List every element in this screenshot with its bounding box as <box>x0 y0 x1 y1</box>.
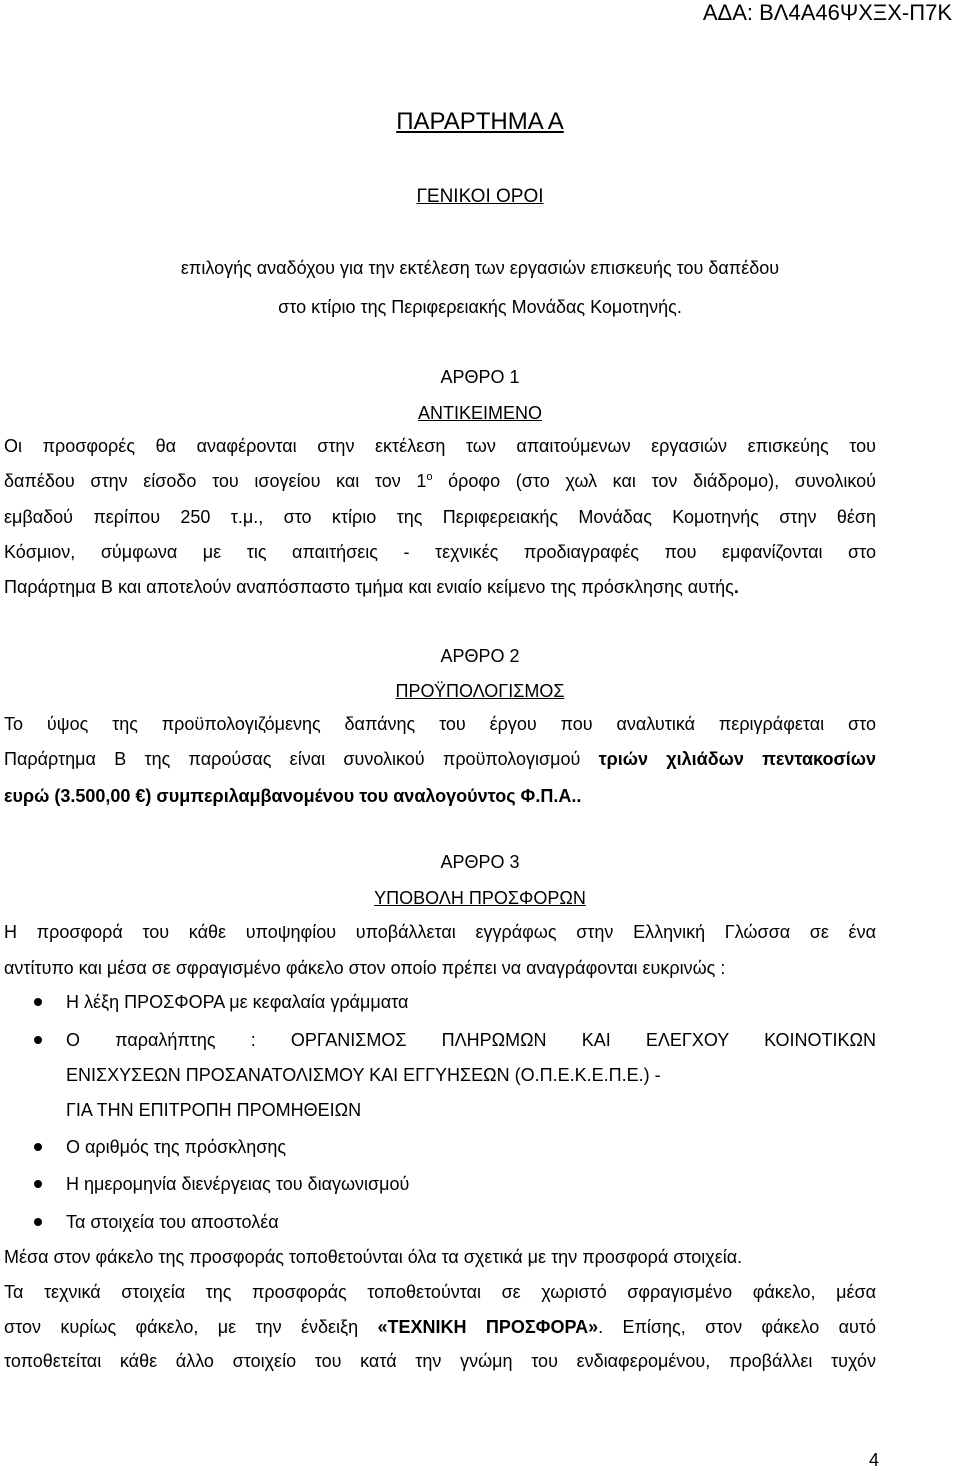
article-2-heading: ΠΡΟΫΠΟΛΟΓΙΣΜΟΣ <box>395 681 565 701</box>
article-2-line-1: Το ύψος της προϋπολογιζόμενης δαπάνης του έργου που αναλυτικά περιγράφεται στο <box>4 714 876 734</box>
annex-title: ΠΑΡΑΡΤΗΜΑ Α <box>396 108 564 135</box>
list-item: Η λέξη ΠΡΟΣΦΟΡΑ με κεφαλαία γράμματα <box>66 992 409 1012</box>
article-2-line-2: Παράρτημα Β της παρούσας είναι συνολικού προϋπολογισμού τριών χιλιάδων πεντακοσίων <box>4 749 876 769</box>
article-1-line-4: Κόσμιον, σύμφωνα με τις απαιτήσεις - τεχνικές προδιαγραφές που εμφανίζονται στο <box>4 542 876 562</box>
ada-code: ΑΔΑ: ΒΛ4Α46ΨΧΞΧ-Π7Κ <box>702 0 952 25</box>
bullet-icon <box>32 1178 44 1190</box>
bullet-icon <box>32 996 44 1008</box>
article-2-title: ΑΡΘΡΟ 2 <box>440 646 520 666</box>
list-item: Τα στοιχεία του αποστολέα <box>66 1212 279 1232</box>
subject-line-2: στο κτίριο της Περιφερειακής Μονάδας Κομοτηνής. <box>278 297 682 317</box>
article-3-title: ΑΡΘΡΟ 3 <box>440 852 520 872</box>
article-1-line-5: Παράρτημα Β και αποτελούν αναπόσπαστο τμήμα και ενιαίο κείμενο της πρόσκλησης αυτής. <box>4 577 739 597</box>
article-3-heading: ΥΠΟΒΟΛΗ ΠΡΟΣΦΟΡΩΝ <box>374 888 586 908</box>
bullet-icon <box>32 1141 44 1153</box>
list-item-continuation: ΓΙΑ ΤΗΝ ΕΠΙΤΡΟΠΗ ΠΡΟΜΗΘΕΙΩΝ <box>66 1100 362 1120</box>
list-item: Η ημερομηνία διενέργειας του διαγωνισμού <box>66 1174 410 1194</box>
article-1-line-2: δαπέδου στην είσοδο του ισογείου και τον $1^o$ όροφο (στο χωλ και τον διάδρομο), συνολικού <box>4 471 876 491</box>
article-3-paragraph-1: Μέσα στον φάκελο της προσφοράς τοποθετούνται όλα τα σχετικά με την προσφορά στοιχεία. <box>4 1247 743 1267</box>
article-3-line-1: Η προσφορά του κάθε υποψηφίου υποβάλλεται εγγράφως στην Ελληνική Γλώσσα σε ένα <box>4 922 876 942</box>
article-1-heading: ΑΝΤΙΚΕΙΜΕΝΟ <box>417 403 542 423</box>
article-1-line-1: Οι προσφορές θα αναφέρονται στην εκτέλεση των απαιτούμενων εργασιών επισκεύης του <box>4 436 876 456</box>
list-item: Ο αριθμός της πρόσκλησης <box>66 1137 287 1157</box>
article-3-paragraph-2-line-1: Τα τεχνικά στοιχεία της προσφοράς τοποθετούνται σε χωριστό σφραγισμένο φάκελο, μέσα <box>4 1282 876 1302</box>
bullet-icon <box>32 1034 44 1046</box>
article-3-paragraph-2-line-3: τοποθετείται κάθε άλλο στοιχείο του κατά την γνώμη του ενδιαφερομένου, προβάλλει τυχόν <box>4 1351 876 1371</box>
bullet-icon <box>32 1216 44 1228</box>
article-1-title: ΑΡΘΡΟ 1 <box>440 367 520 387</box>
article-2-line-3: ευρώ (3.500,00 €) συμπεριλαμβανομένου του αναλογούντος Φ.Π.Α.. <box>4 786 582 806</box>
article-3-line-2: αντίτυπο και μέσα σε σφραγισμένο φάκελο στον οποίο πρέπει να αναγράφονται ευκρινώς : <box>4 958 726 978</box>
list-item-continuation: ΕΝΙΣΧΥΣΕΩΝ ΠΡΟΣΑΝΑΤΟΛΙΣΜΟΥ ΚΑΙ ΕΓΓΥΗΣΕΩΝ (Ο.Π.Ε.Κ.Ε.Π.Ε.) - <box>66 1065 661 1085</box>
article-1-line-3: εμβαδού περίπου 250 τ.μ., στο κτίριο της Περιφερειακής Μονάδας Κομοτηνής στην θέση <box>4 507 876 527</box>
article-3-paragraph-2-line-2: στον κυρίως φάκελο, με την ένδειξη «ΤΕΧΝΙΚΗ ΠΡΟΣΦΟΡΑ». Επίσης, στον φάκελο αυτό <box>4 1317 877 1337</box>
general-terms-heading: ΓΕΝΙΚΟΙ ΟΡΟΙ <box>416 186 544 207</box>
list-item: Ο παραλήπτης : ΟΡΓΑΝΙΣΜΟΣ ΠΛΗΡΩΜΩΝ ΚΑΙ ΕΛΕΓΧΟΥ ΚΟΙΝΟΤΙΚΩΝ <box>66 1030 876 1050</box>
subject-line-1: επιλογής αναδόχου για την εκτέλεση των εργασιών επισκευής του δαπέδου <box>180 258 780 278</box>
page-number: 4 <box>868 1450 879 1470</box>
